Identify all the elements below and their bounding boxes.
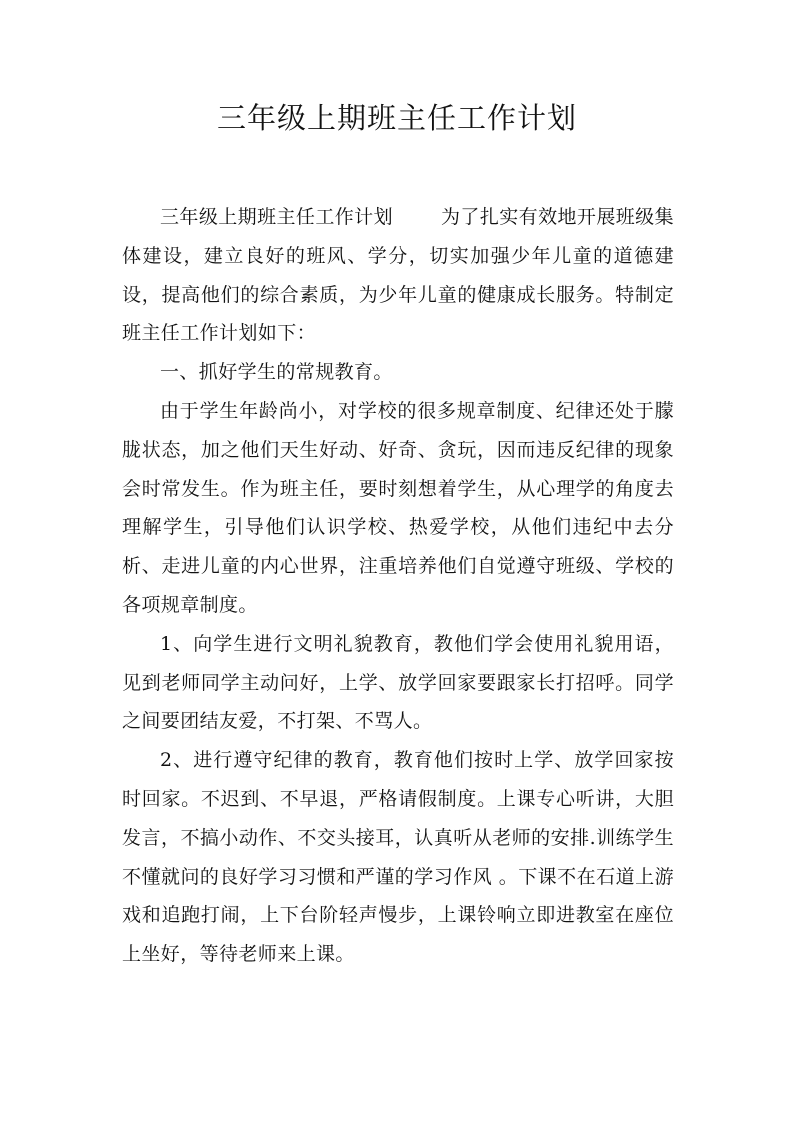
section-paragraph-1: 由于学生年龄尚小，对学校的很多规章制度、纪律还处于朦胧状态，加之他们天生好动、好奇、贪玩，因而违反纪律的现象会时常发生。作为班主任，要时刻想着学生，从心理学的角度去理解学生，引导他们认识学校、热爱学校，从他们违纪中去分析、走进儿童的内心世界，注重培养他们自觉遵守班级、学校的各项规章制度。: [122, 399, 674, 616]
list-item-2: 2、进行遵守纪律的教育，教育他们按时上学、放学回家按时回家。不迟到、不早退，严格请假制度。上课专心听讲，大胆发言，不搞小动作、不交头接耳，认真听从老师的安排.训练学生不懂就问的良好学习习惯和严谨的学习作风 。下课不在石道上游戏和追跑打闹，上下台阶轻声慢步，上课铃响立即进教室在座位上坐好，等待老师来上课。: [122, 749, 674, 966]
document-body: [122, 198, 674, 974]
intro-paragraph: [122, 198, 674, 353]
section-heading-1: 一、抓好学生的常规教育。: [160, 361, 393, 384]
intro-text: 为了扎实有效地开展班级集体建设，建立良好的班风、学分，切实加强少年儿童的道德建设，提高他们的综合素质，为少年儿童的健康成长服务。特制定班主任工作计划如下：: [122, 206, 674, 345]
intro-heading: 三年级上期班主任工作计划: [160, 206, 393, 228]
list-item-1: 1、向学生进行文明礼貌教育，教他们学会使用礼貌用语，见到老师同学主动问好，上学、放学回家要跟家长打招呼。同学之间要团结友爱，不打架、不骂人。: [122, 632, 674, 733]
document-title: 三年级上期班主任工作计划: [216, 101, 577, 135]
